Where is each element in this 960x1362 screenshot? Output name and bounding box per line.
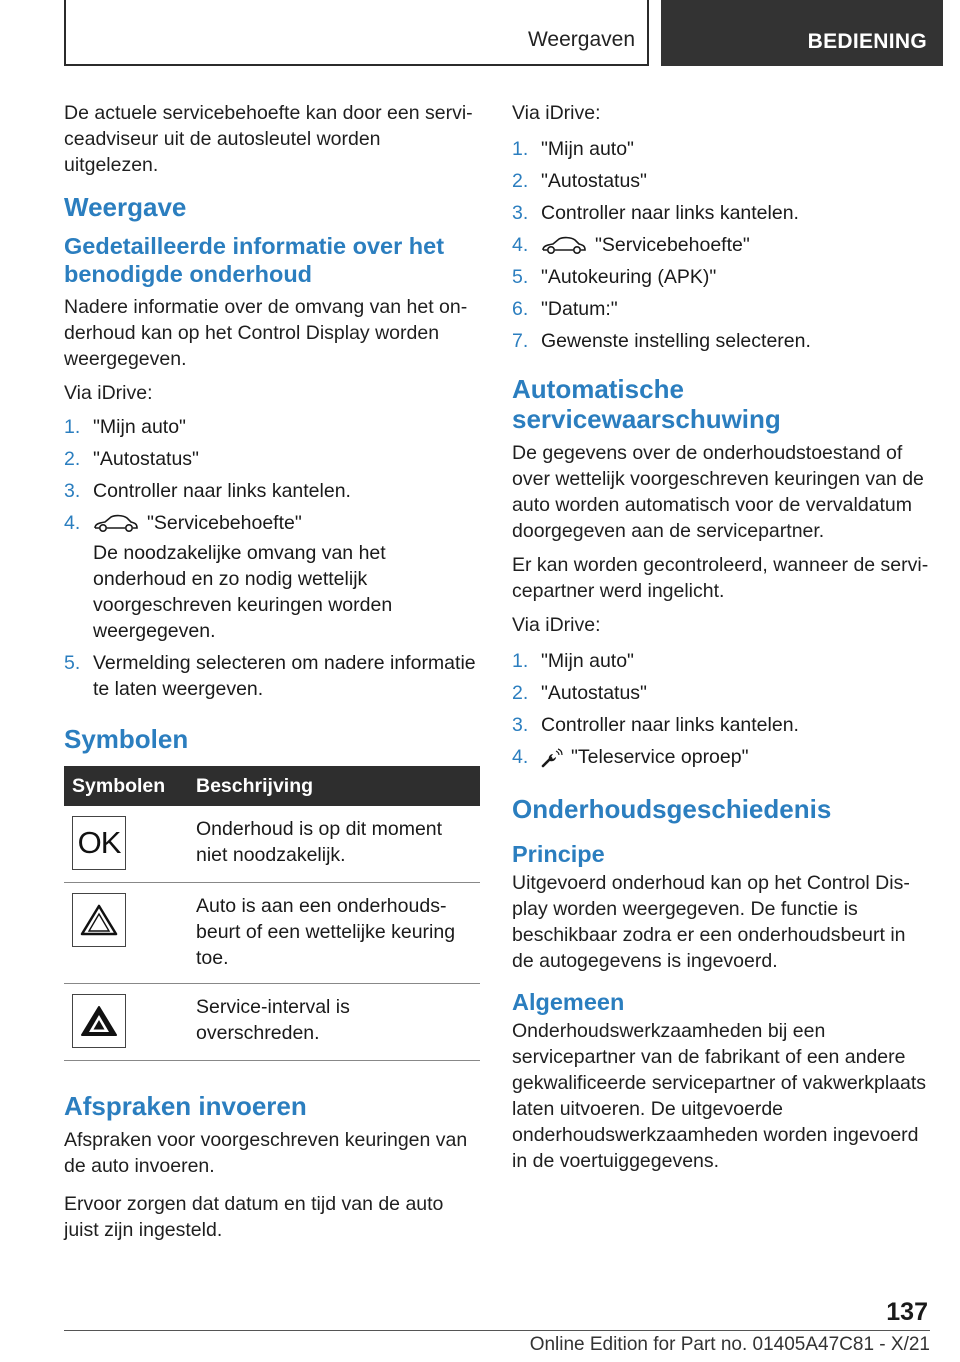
auto-paragraph-2: Er kan worden gecontroleerd, wanneer de servicepartner werd ingelicht.	[512, 554, 929, 602]
afspraken-paragraph-2: Ervoor zorgen dat datum en tijd van de auto juist zijn ingesteld.	[64, 1193, 444, 1241]
table-cell-description: Auto is aan een onderhoudsbeurt of een wettelijke keuring toe.	[188, 883, 480, 984]
auto-paragraph-1: De gegevens over de onderhoudstoestand of over wettelijk voorgeschreven keuringen van de auto worden automatisch voor de vervaldatum doorgegeven aan de servicepartner.	[512, 442, 924, 542]
step-number: 1.	[512, 138, 529, 160]
step-number: 2.	[512, 170, 529, 192]
table-header-row	[64, 766, 480, 806]
warning-triangle-outline-icon	[72, 893, 126, 947]
heading-symbolen: Symbolen	[64, 724, 189, 754]
list-item	[64, 650, 480, 702]
step-number: 3.	[512, 202, 529, 224]
list-item	[512, 328, 932, 354]
car-icon	[93, 514, 139, 534]
step-number: 2.	[512, 682, 529, 704]
step-text: "Autostatus"	[93, 448, 199, 470]
footer-divider	[64, 1330, 930, 1331]
step-number: 5.	[512, 266, 529, 288]
list-item	[512, 648, 932, 674]
step-text: "Mijn auto"	[93, 416, 186, 438]
left-column	[64, 100, 480, 1255]
header-chapter-title: BEDIENING	[807, 30, 927, 53]
step-number: 4.	[64, 512, 81, 534]
heading-principe: Principe	[512, 841, 605, 867]
step-text: Controller naar links kantelen.	[541, 714, 799, 736]
table-row	[64, 984, 480, 1061]
heading-algemeen: Algemeen	[512, 989, 625, 1015]
right-steps-list-2	[512, 648, 932, 770]
step-number: 4.	[512, 746, 529, 768]
principe-paragraph: Uitgevoerd onderhoud kan op het Control Display worden weergegeven. De functie is beschikbaar zodra er een onderhoudsbeurt in de autogegevens is ingevoerd.	[512, 872, 910, 972]
header-section-title: Weergaven	[527, 28, 635, 51]
heading-weergave: Weergave	[64, 192, 187, 222]
step-text: "Teleservice oproep"	[571, 746, 749, 768]
step-text: "Mijn auto"	[541, 138, 634, 160]
warning-triangle-filled-icon	[72, 994, 126, 1048]
step-text: Controller naar links kantelen.	[541, 202, 799, 224]
list-item	[64, 446, 480, 472]
step-number: 5.	[64, 652, 81, 674]
table-cell-description: Service-interval is overschreden.	[188, 984, 480, 1061]
step-number: 6.	[512, 298, 529, 320]
list-item	[512, 232, 932, 258]
step-text: "Mijn auto"	[541, 650, 634, 672]
step-number: 1.	[64, 416, 81, 438]
ok-symbol-icon	[72, 816, 126, 870]
right-column	[512, 100, 932, 1186]
list-item	[512, 264, 932, 290]
step-text: "Autokeuring (APK)"	[541, 266, 717, 288]
step-text: Controller naar links kantelen.	[93, 480, 351, 502]
step-number: 7.	[512, 330, 529, 352]
car-icon	[541, 236, 587, 256]
step-text: Vermelding selecteren om nadere informatie te laten weergeven.	[93, 652, 476, 700]
heading-afspraken: Afspraken invoeren	[64, 1091, 307, 1121]
table-cell-description: Onderhoud is op dit moment niet noodzakelijk.	[188, 806, 480, 883]
teleservice-wrench-icon	[541, 748, 563, 768]
left-steps-list	[64, 414, 480, 702]
step-text: "Servicebehoefte"	[147, 512, 302, 534]
list-item	[512, 136, 932, 162]
step-text: Gewenste instelling selecteren.	[541, 330, 811, 352]
footer-edition: Online Edition for Part no. 01405A47C81 - X/21	[529, 1334, 930, 1355]
header-section-tab	[64, 0, 649, 66]
step-number: 1.	[512, 650, 529, 672]
header-chapter-tab	[661, 0, 943, 66]
heading-automatische-servicewaarschuwing: Automatische servicewaarschuwing	[512, 374, 781, 434]
step-number: 3.	[64, 480, 81, 502]
ok-symbol-label: OK	[77, 825, 121, 860]
step-number: 4.	[512, 234, 529, 256]
table-row	[64, 806, 480, 883]
list-item	[512, 712, 932, 738]
symbols-table	[64, 766, 480, 1061]
step-number: 3.	[512, 714, 529, 736]
page-number: 137	[886, 1298, 928, 1326]
list-item	[64, 478, 480, 504]
via-idrive-label: Via iDrive:	[512, 102, 601, 124]
step-text: "Autostatus"	[541, 170, 647, 192]
list-item	[64, 414, 480, 440]
list-item	[512, 296, 932, 322]
via-idrive-label: Via iDrive:	[64, 382, 153, 404]
list-item	[512, 168, 932, 194]
list-item	[512, 744, 932, 770]
heading-onderhoudsgeschiedenis: Onderhoudsgeschiedenis	[512, 794, 832, 824]
table-header-symbolen: Symbolen	[64, 766, 188, 806]
step-text: "Datum:"	[541, 298, 618, 320]
right-steps-list-1	[512, 136, 932, 354]
heading-detail-info: Gedetailleerde informatie over het benodigde onderhoud	[64, 233, 445, 287]
step-text: "Autostatus"	[541, 682, 647, 704]
list-item	[512, 680, 932, 706]
algemeen-paragraph: Onderhoudswerkzaamheden bij een servicepartner van de fabrikant of een andere gekwalificeerde servicepartner of vakwerkplaats laten uitvoeren. De uitgevoerde onderhoudswerkzaamheden worden ingevoerd in de voertuiggegevens.	[512, 1020, 927, 1172]
detail-paragraph: Nadere informatie over de omvang van het onderhoud kan op het Control Display worden weergegeven.	[64, 296, 468, 370]
afspraken-paragraph-1: Afspraken voor voorgeschreven keuringen van de auto invoeren.	[64, 1129, 468, 1177]
step-subtext: De noodzakelijke omvang van het onderhoud en zo nodig wettelijk voorgeschreven keuringen worden weergegeven.	[93, 542, 393, 642]
table-header-beschrijving: Beschrijving	[188, 766, 480, 806]
intro-paragraph: De actuele servicebehoefte kan door een serviceadviseur uit de autosleutel worden uitgelezen.	[64, 102, 473, 176]
table-row	[64, 883, 480, 984]
via-idrive-label: Via iDrive:	[512, 614, 601, 636]
step-number: 2.	[64, 448, 81, 470]
list-item	[512, 200, 932, 226]
step-text: "Servicebehoefte"	[595, 234, 750, 256]
list-item	[64, 510, 480, 644]
